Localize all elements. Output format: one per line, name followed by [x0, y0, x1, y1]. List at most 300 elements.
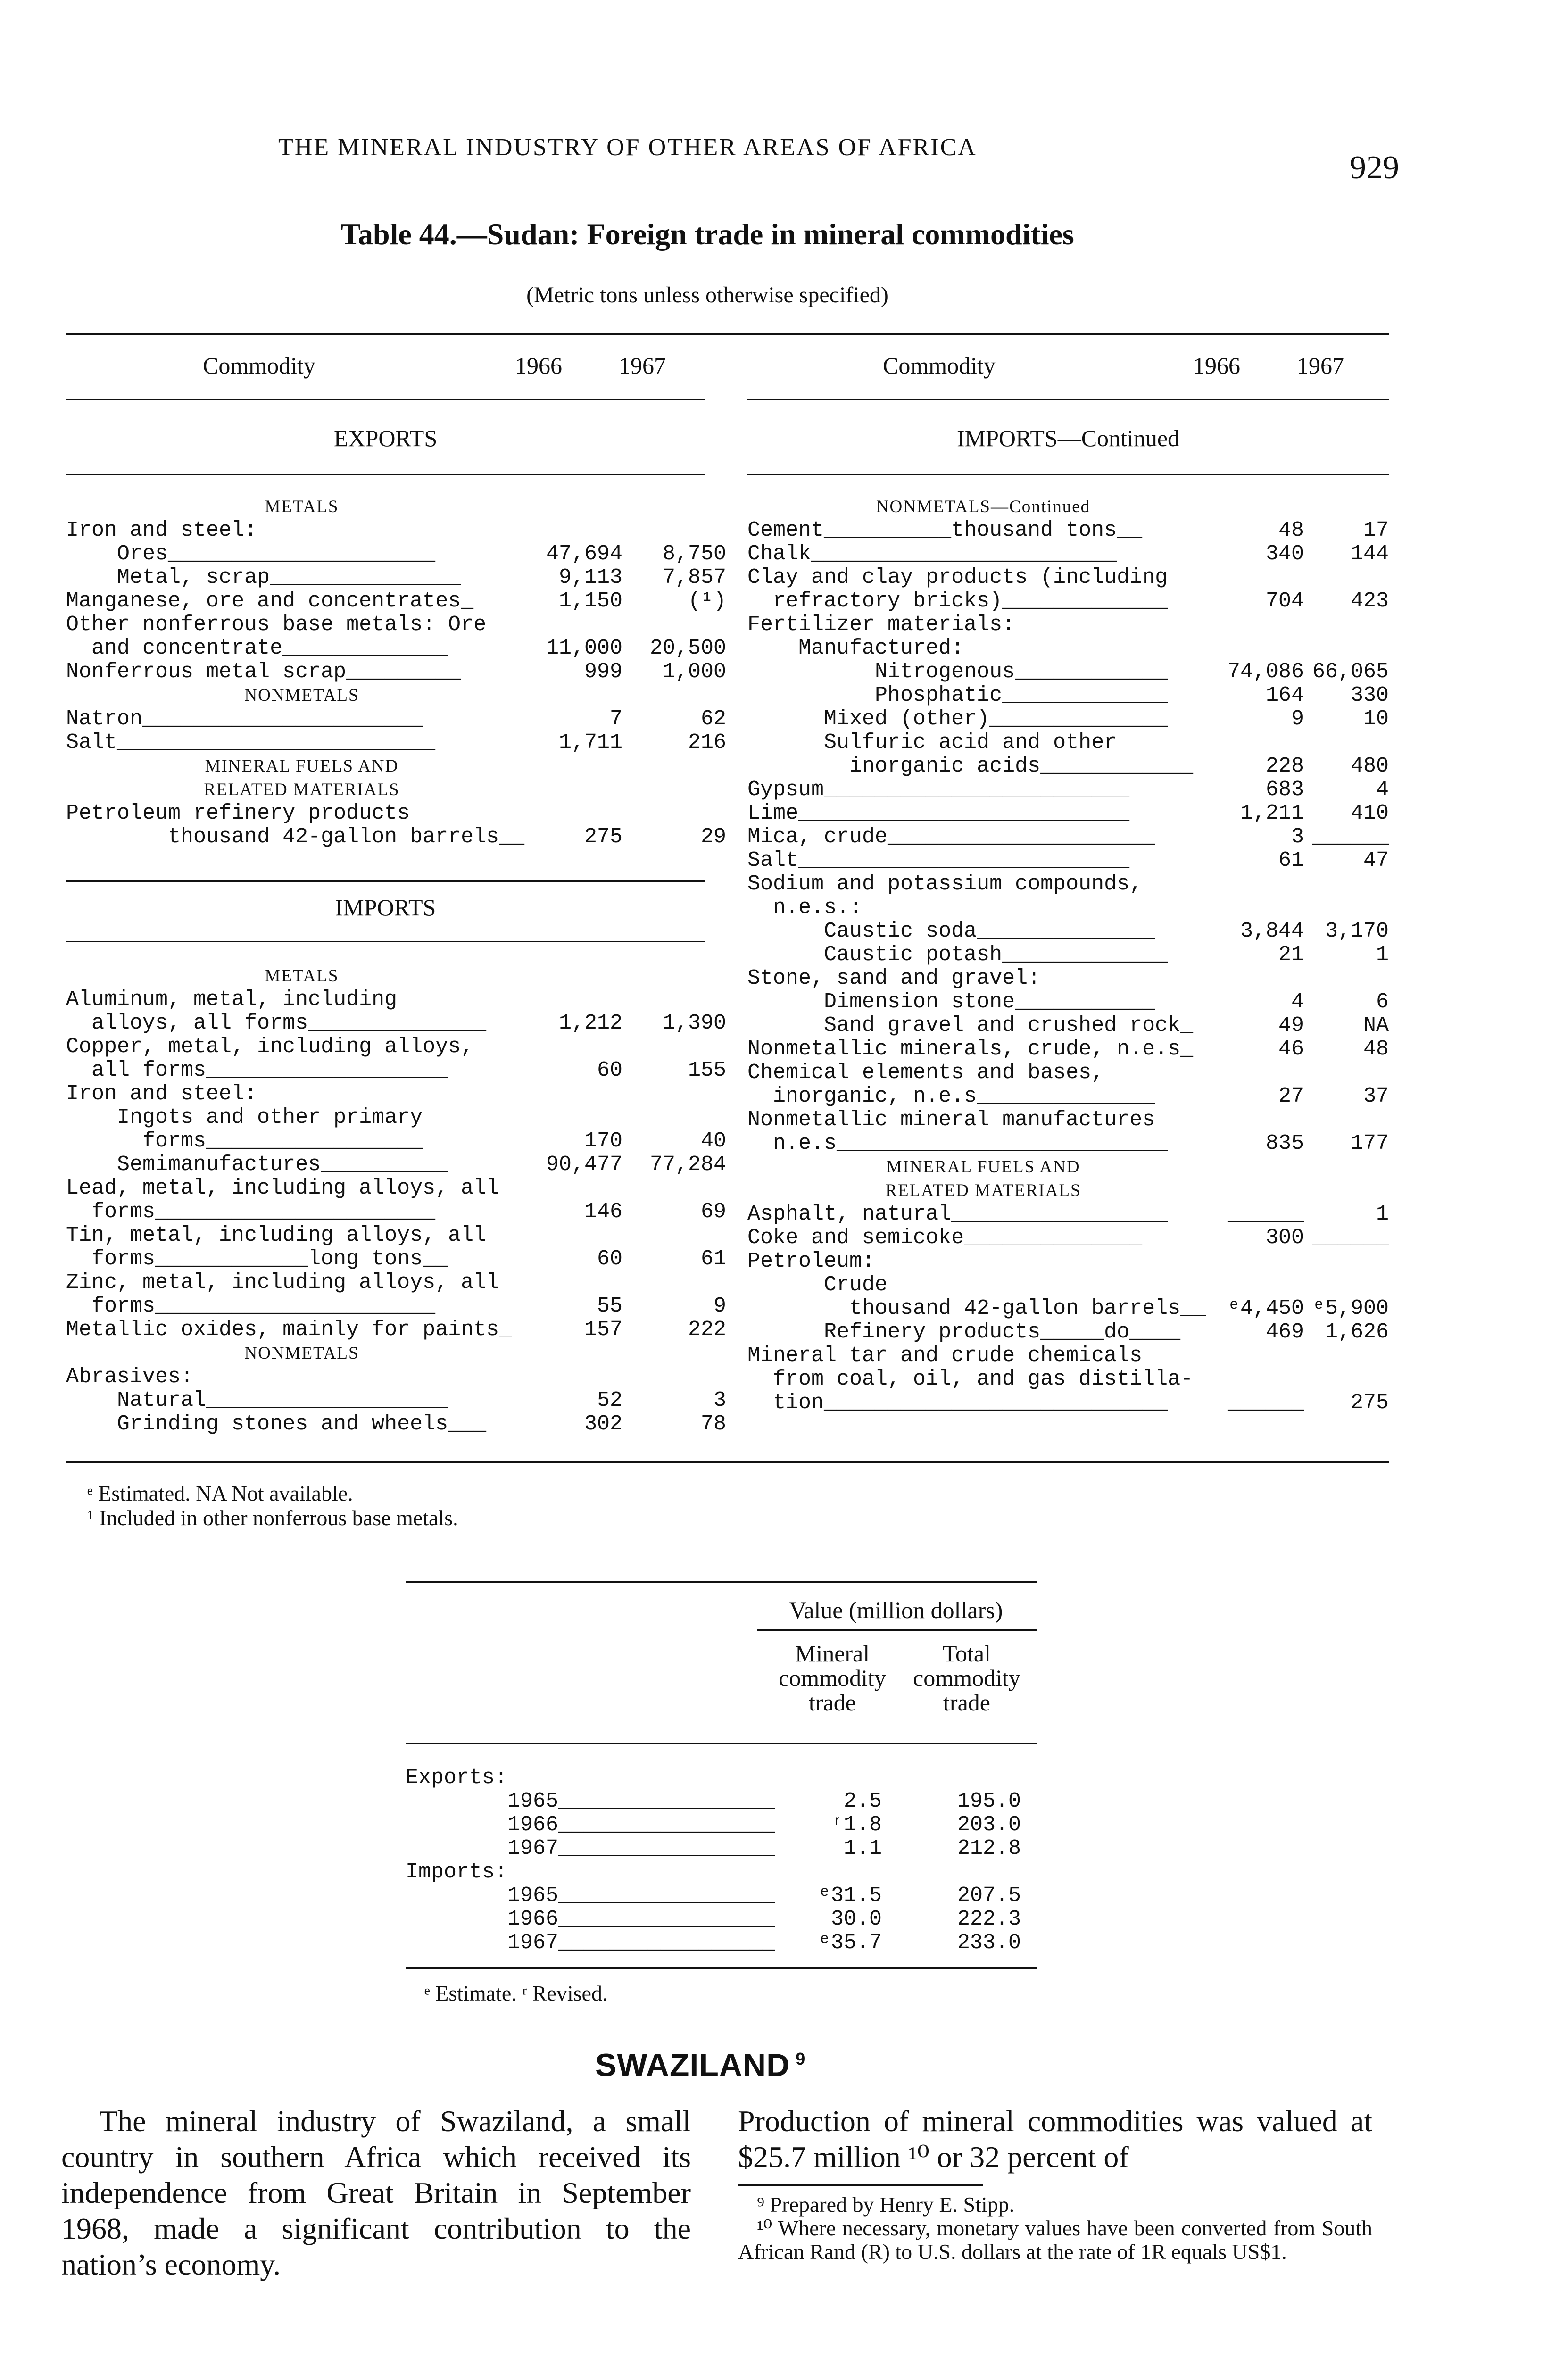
row-label: Sulfuric acid and other — [747, 731, 1117, 755]
row-label: alloys, all forms______________ — [66, 1011, 487, 1035]
table-row — [66, 636, 726, 660]
table-subheading — [747, 1179, 1389, 1203]
row-value-2: 37 — [1363, 1084, 1389, 1108]
table-subheading — [66, 1342, 705, 1365]
value-col-total-l2: commodity — [913, 1665, 1020, 1691]
row-label: Imports: — [406, 1860, 508, 1884]
row-value-2: 207.5 — [957, 1884, 1021, 1908]
row-value-1: 61 — [1278, 848, 1304, 872]
row-value-1: 46 — [1278, 1037, 1304, 1061]
row-label: Manganese, ore and concentrates_ — [66, 589, 474, 613]
row-label: Manufactured: — [747, 636, 964, 660]
table-row — [747, 967, 1389, 990]
header-rule-right — [747, 399, 1389, 400]
row-label: Mixed (other)______________ — [747, 707, 1168, 731]
value-table-bottom-rule — [406, 1967, 1037, 1969]
table-row — [66, 1365, 705, 1389]
table-row — [747, 872, 1389, 896]
table-row — [66, 1247, 726, 1271]
table-row — [747, 825, 1389, 849]
row-label: Nonmetallic mineral manufactures — [747, 1108, 1155, 1132]
footnote-9: ⁹ Prepared by Henry E. Stipp. — [757, 2192, 1015, 2217]
row-value-1: 1.1 — [843, 1836, 882, 1860]
row-value-1: 170 — [584, 1129, 622, 1153]
section-heading — [595, 2047, 805, 2084]
row-value-2: 222 — [688, 1318, 726, 1342]
table-row — [66, 1082, 705, 1106]
row-value-1: 3,844 — [1240, 919, 1304, 943]
row-label: n.e.s.: — [747, 896, 863, 920]
subheading-label: NONMETALS—Continued — [876, 497, 1091, 516]
exports-table — [66, 495, 726, 849]
row-label: Metallic oxides, mainly for paints_ — [66, 1318, 512, 1342]
table-row — [747, 802, 1389, 825]
row-label: Mica, crude_____________________ — [747, 825, 1155, 849]
table-subheading — [66, 684, 705, 707]
table-row — [747, 1226, 1389, 1250]
row-value-2: 216 — [688, 731, 726, 755]
row-label: Nonmetallic minerals, crude, n.e.s_ — [747, 1037, 1194, 1061]
table-row — [406, 1908, 1037, 1931]
row-label: Metal, scrap_______________ — [66, 565, 461, 590]
table-row — [66, 825, 726, 849]
section-heading-text: SWAZILAND — [595, 2047, 790, 2083]
row-value-1: 52 — [597, 1388, 622, 1412]
row-value-2: 1,390 — [662, 1011, 726, 1035]
value-col-rule — [406, 1743, 1037, 1744]
table-row — [66, 1106, 705, 1129]
table-row — [747, 778, 1389, 802]
row-value-2: 212.8 — [957, 1836, 1021, 1860]
table-row — [66, 802, 705, 825]
row-label: Petroleum: — [747, 1249, 875, 1273]
row-value-1: 60 — [597, 1058, 622, 1082]
table-row — [747, 519, 1389, 542]
row-label: Caustic potash_____________ — [747, 943, 1168, 967]
row-value-1: 228 — [1265, 754, 1304, 778]
row-value-1: 90,477 — [546, 1153, 622, 1177]
row-label: Nitrogenous____________ — [747, 660, 1168, 684]
imports-table — [66, 964, 726, 1436]
row-value-1: 30.0 — [830, 1907, 882, 1931]
row-value-1: 835 — [1265, 1131, 1304, 1155]
table-row — [406, 1837, 1037, 1860]
value-col-mineral — [755, 1641, 910, 1715]
row-value-1: 302 — [584, 1412, 622, 1436]
table-row — [747, 1297, 1389, 1320]
row-label: Iron and steel: — [66, 518, 257, 542]
subheading-label: NONMETALS — [244, 1344, 359, 1363]
body-right-paragraph: Production of mineral commodities was valued at $25.7 million ¹⁰ or 32 percent of — [738, 2104, 1372, 2174]
row-label: all forms___________________ — [66, 1058, 448, 1082]
row-value-1: 300 — [1265, 1226, 1304, 1250]
row-label: forms______________________ — [66, 1200, 436, 1224]
row-label: forms____________long tons__ — [66, 1247, 448, 1271]
table-row — [66, 1294, 726, 1318]
table-subheading — [66, 755, 705, 778]
running-head: THE MINERAL INDUSTRY OF OTHER AREAS OF AFRICA — [278, 134, 977, 161]
section-heading-note: 9 — [796, 2049, 806, 2069]
row-value-1: 9,113 — [558, 565, 622, 590]
value-col-mineral-l1: Mineral — [795, 1640, 870, 1667]
table-row — [66, 1011, 726, 1035]
row-value-1: 683 — [1265, 778, 1304, 802]
row-value-1: 340 — [1265, 542, 1304, 566]
row-label: Asphalt, natural_________________ — [747, 1202, 1168, 1226]
row-value-1: 1,711 — [558, 731, 622, 755]
col-1967-right: 1967 — [1297, 352, 1344, 379]
row-label: and concentrate_____________ — [66, 636, 448, 660]
row-label: Lead, metal, including alloys, all — [66, 1176, 499, 1200]
row-value-2: 1,626 — [1325, 1320, 1389, 1344]
row-value-1: ᵉ35.7 — [818, 1931, 882, 1955]
col-1967-left: 1967 — [619, 352, 666, 379]
table-row — [747, 1203, 1389, 1226]
row-label: Natron______________________ — [66, 707, 423, 731]
row-label: Salt__________________________ — [747, 848, 1130, 872]
row-value-2: 222.3 — [957, 1907, 1021, 1931]
table-row — [406, 1884, 1037, 1908]
table-subheading — [747, 495, 1389, 519]
row-value-2: ______ — [1312, 825, 1389, 849]
table-row — [747, 731, 1389, 755]
row-label: thousand 42-gallon barrels__ — [66, 825, 525, 849]
row-value-1: 999 — [584, 660, 622, 684]
table-row — [406, 1931, 1037, 1955]
subheading-label: RELATED MATERIALS — [204, 780, 400, 799]
table-row — [747, 707, 1389, 731]
subheading-label: MINERAL FUELS AND — [205, 756, 399, 776]
row-value-2: 61 — [700, 1247, 726, 1271]
row-label: forms_________________ — [66, 1129, 423, 1153]
row-value-1: 164 — [1265, 683, 1304, 707]
row-value-2: 17 — [1363, 518, 1389, 542]
row-label: Phosphatic_____________ — [747, 683, 1168, 707]
col-commodity-right: Commodity — [883, 352, 996, 379]
table-row — [66, 1177, 705, 1200]
table-row — [66, 542, 726, 566]
col-1966-left: 1966 — [515, 352, 562, 379]
row-label: Zinc, metal, including alloys, all — [66, 1270, 499, 1295]
row-value-2: 275 — [1350, 1391, 1389, 1415]
imports-top-rule — [66, 880, 705, 882]
table-subtitle: (Metric tons unless otherwise specified) — [526, 282, 888, 307]
table-row — [747, 990, 1389, 1014]
value-footnote: ᵉ Estimate. ʳ Revised. — [424, 1981, 608, 2005]
row-value-2: ______ — [1312, 1226, 1389, 1250]
footnote-included: ¹ Included in other nonferrous base metals. — [87, 1506, 458, 1530]
table-row — [747, 1391, 1389, 1415]
row-label: Semimanufactures__________ — [66, 1153, 448, 1177]
row-value-2: 195.0 — [957, 1789, 1021, 1813]
table-row — [66, 1200, 726, 1224]
table-row — [747, 542, 1389, 566]
row-value-1: 27 — [1278, 1084, 1304, 1108]
value-col-mineral-l2: commodity — [779, 1665, 886, 1691]
row-value-2: 3,170 — [1325, 919, 1389, 943]
table-row — [747, 1014, 1389, 1038]
row-value-2: 10 — [1363, 707, 1389, 731]
row-value-2: 7,857 — [662, 565, 726, 590]
row-label: Natural___________________ — [66, 1388, 448, 1412]
row-label: Stone, sand and gravel: — [747, 966, 1041, 990]
row-value-2: 4 — [1376, 778, 1389, 802]
row-label: Dimension stone___________ — [747, 990, 1155, 1014]
subheading-label: RELATED MATERIALS — [885, 1181, 1081, 1200]
row-value-2: 47 — [1363, 848, 1389, 872]
row-value-2: 48 — [1363, 1037, 1389, 1061]
table-row — [747, 1368, 1389, 1391]
value-table-top-rule — [406, 1581, 1037, 1583]
table-row — [747, 896, 1389, 920]
row-value-2: 1 — [1376, 943, 1389, 967]
table-row — [66, 519, 705, 542]
table-title: Table 44.—Sudan: Foreign trade in mineral commodities — [340, 217, 1074, 251]
row-value-2: 233.0 — [957, 1931, 1021, 1955]
value-col-total-l1: Total — [942, 1640, 991, 1667]
row-value-2: 6 — [1376, 990, 1389, 1014]
table-subheading — [66, 964, 705, 988]
table-row — [747, 590, 1389, 613]
table-row — [406, 1860, 1037, 1884]
table-row — [747, 1273, 1389, 1297]
row-value-2: 20,500 — [649, 636, 726, 660]
table-row — [747, 613, 1389, 637]
row-value-1: 1,212 — [558, 1011, 622, 1035]
row-label: Chemical elements and bases, — [747, 1061, 1104, 1085]
row-label: Petroleum refinery products — [66, 801, 410, 825]
row-value-2: 3 — [713, 1388, 726, 1412]
row-label: from coal, oil, and gas distilla- — [747, 1367, 1194, 1391]
row-value-1: 21 — [1278, 943, 1304, 967]
table-subheading — [66, 778, 705, 802]
row-value-1: 49 — [1278, 1013, 1304, 1038]
row-value-1: 4 — [1291, 990, 1304, 1014]
row-label: Crude — [747, 1273, 888, 1297]
value-col-total — [896, 1641, 1037, 1715]
table-row — [66, 707, 726, 731]
row-value-1: 9 — [1291, 707, 1304, 731]
row-value-2: 1 — [1376, 1202, 1389, 1226]
row-value-2: 177 — [1350, 1131, 1389, 1155]
row-label: Clay and clay products (including — [747, 565, 1168, 590]
table-row — [66, 1224, 705, 1247]
row-label: Gypsum________________________ — [747, 778, 1130, 802]
page-number: 929 — [1350, 149, 1399, 186]
row-label: 1967_________________ — [406, 1931, 775, 1955]
row-label: Other nonferrous base metals: Ore — [66, 613, 487, 637]
row-label: Caustic soda______________ — [747, 919, 1155, 943]
table-row — [747, 566, 1389, 590]
row-label: 1965_________________ — [406, 1884, 775, 1908]
row-value-1: 3 — [1291, 825, 1304, 849]
row-value-1: 157 — [584, 1318, 622, 1342]
table-row — [747, 1344, 1389, 1368]
row-label: refractory bricks)_____________ — [747, 589, 1168, 613]
row-label: Salt_________________________ — [66, 731, 436, 755]
row-value-2: 66,065 — [1312, 660, 1389, 684]
table-row — [66, 565, 726, 590]
row-value-1: ______ — [1227, 1202, 1304, 1226]
row-value-2: 9 — [713, 1294, 726, 1318]
row-label: Copper, metal, including alloys, — [66, 1035, 474, 1059]
row-label: 1965_________________ — [406, 1789, 775, 1813]
row-label: 1967_________________ — [406, 1836, 775, 1860]
table-row — [747, 920, 1389, 943]
row-value-1: 60 — [597, 1247, 622, 1271]
row-value-2: 77,284 — [649, 1153, 726, 1177]
table-subheading — [66, 495, 705, 519]
row-value-1: 47,694 — [546, 542, 622, 566]
table-row — [406, 1766, 1037, 1790]
row-value-2: 330 — [1350, 683, 1389, 707]
row-value-2: 29 — [700, 825, 726, 849]
row-value-1: 704 — [1265, 589, 1304, 613]
value-col-total-l3: trade — [943, 1689, 990, 1716]
footnote-estimated: ᵉ Estimated. NA Not available. — [87, 1481, 353, 1505]
table-row — [747, 1250, 1389, 1273]
subheading-label: NONMETALS — [244, 686, 359, 705]
table-row — [747, 943, 1389, 967]
row-value-2: 480 — [1350, 754, 1389, 778]
value-table — [406, 1766, 1037, 1955]
table-row — [747, 1108, 1389, 1132]
exports-rule — [66, 474, 705, 475]
table-bottom-rule — [66, 1461, 1389, 1463]
table-row — [66, 1388, 726, 1412]
table-row — [747, 1132, 1389, 1155]
row-value-1: 74,086 — [1227, 660, 1304, 684]
imports-continued-table — [747, 495, 1389, 1415]
subheading-label: METALS — [265, 497, 339, 516]
row-value-1: 55 — [597, 1294, 622, 1318]
table-row — [66, 1058, 726, 1082]
section-imports-continued: IMPORTS—Continued — [956, 425, 1180, 451]
subheading-label: MINERAL FUELS AND — [886, 1157, 1080, 1177]
row-label: n.e.s__________________________ — [747, 1131, 1168, 1155]
row-value-1: 146 — [584, 1200, 622, 1224]
row-value-2: 78 — [700, 1412, 726, 1436]
row-value-2: ᵉ5,900 — [1312, 1296, 1389, 1320]
row-label: Fertilizer materials: — [747, 613, 1015, 637]
row-label: thousand 42-gallon barrels__ — [747, 1296, 1206, 1320]
table-row — [747, 755, 1389, 778]
body-left-paragraph: The mineral industry of Swaziland, a small country in southern Africa which received its independence from Great Britain in September 1968, made a significant contribution to the nation’s economy. — [61, 2104, 691, 2281]
table-row — [406, 1813, 1037, 1837]
row-value-1: ᵉ31.5 — [818, 1884, 882, 1908]
table-row — [66, 988, 705, 1012]
section-exports: EXPORTS — [333, 425, 438, 451]
row-label: Exports: — [406, 1766, 508, 1790]
table-row — [66, 1318, 726, 1342]
table-row — [406, 1790, 1037, 1813]
row-label: Abrasives: — [66, 1365, 194, 1389]
table-subheading — [747, 1155, 1389, 1179]
row-label: Nonferrous metal scrap_________ — [66, 660, 461, 684]
table-row — [747, 1320, 1389, 1344]
table-row — [66, 1412, 726, 1436]
header-rule-left — [66, 399, 705, 400]
section-imports: IMPORTS — [335, 894, 436, 921]
row-label: Refinery products_____do____ — [747, 1320, 1181, 1344]
table-row — [66, 1129, 726, 1153]
table-row — [747, 684, 1389, 707]
row-label: Grinding stones and wheels___ — [66, 1412, 487, 1436]
row-label: Cement__________thousand tons__ — [747, 518, 1143, 542]
row-value-2: 155 — [688, 1058, 726, 1082]
row-label: Lime__________________________ — [747, 801, 1130, 825]
row-value-2: 69 — [700, 1200, 726, 1224]
imports-continued-rule — [747, 474, 1389, 475]
table-row — [66, 1271, 705, 1295]
row-value-1: 469 — [1265, 1320, 1304, 1344]
col-1966-right: 1966 — [1193, 352, 1240, 379]
row-value-1: 11,000 — [546, 636, 622, 660]
table-row — [747, 660, 1389, 684]
row-value-2: 410 — [1350, 801, 1389, 825]
table-row — [66, 731, 726, 755]
footnote-10: ¹⁰ Where necessary, monetary values have been converted from South African Rand (R) to U.S. dollars at the rate of 1R equals US$1. — [738, 2216, 1372, 2264]
row-value-1: 7 — [609, 707, 622, 731]
row-value-1: 2.5 — [843, 1789, 882, 1813]
table-row — [747, 849, 1389, 872]
row-value-2: 40 — [700, 1129, 726, 1153]
row-value-1: 275 — [584, 825, 622, 849]
table-row — [747, 1038, 1389, 1061]
value-col-mineral-l3: trade — [809, 1689, 856, 1716]
row-value-2: NA — [1363, 1013, 1389, 1038]
row-value-2: 8,750 — [662, 542, 726, 566]
row-value-2: (¹) — [688, 589, 726, 613]
table-row — [66, 1035, 705, 1059]
row-label: Ores_____________________ — [66, 542, 436, 566]
row-value-2: 144 — [1350, 542, 1389, 566]
imports-rule — [66, 941, 705, 942]
row-value-2: 1,000 — [662, 660, 726, 684]
row-value-1: 1,150 — [558, 589, 622, 613]
row-label: Iron and steel: — [66, 1082, 257, 1106]
value-header-rule — [757, 1629, 1037, 1631]
row-label: forms______________________ — [66, 1294, 436, 1318]
row-label: 1966_________________ — [406, 1907, 775, 1931]
row-label: 1966_________________ — [406, 1813, 775, 1837]
row-value-2: 62 — [700, 707, 726, 731]
row-value-1: ʳ1.8 — [830, 1813, 882, 1837]
row-value-1: ᵉ4,450 — [1227, 1296, 1304, 1320]
row-label: Mineral tar and crude chemicals — [747, 1344, 1143, 1368]
table-row — [66, 589, 726, 613]
row-label: Sand gravel and crushed rock_ — [747, 1013, 1194, 1038]
table-row — [747, 1085, 1389, 1108]
row-label: Coke and semicoke______________ — [747, 1226, 1143, 1250]
row-label: Ingots and other primary — [66, 1105, 423, 1129]
table-row — [66, 613, 705, 637]
table-top-rule — [66, 333, 1389, 335]
row-value-2: 423 — [1350, 589, 1389, 613]
col-commodity-left: Commodity — [203, 352, 315, 379]
row-label: Chalk________________________ — [747, 542, 1117, 566]
row-value-2: 203.0 — [957, 1813, 1021, 1837]
row-value-1: ______ — [1227, 1391, 1304, 1415]
row-value-1: 48 — [1278, 518, 1304, 542]
row-value-1: 1,211 — [1240, 801, 1304, 825]
footnote-separator — [738, 2184, 983, 2186]
row-label: inorganic acids____________ — [747, 754, 1194, 778]
table-row — [747, 1061, 1389, 1085]
row-label: tion___________________________ — [747, 1391, 1168, 1415]
table-row — [66, 1153, 726, 1177]
row-label: Sodium and potassium compounds, — [747, 872, 1143, 896]
